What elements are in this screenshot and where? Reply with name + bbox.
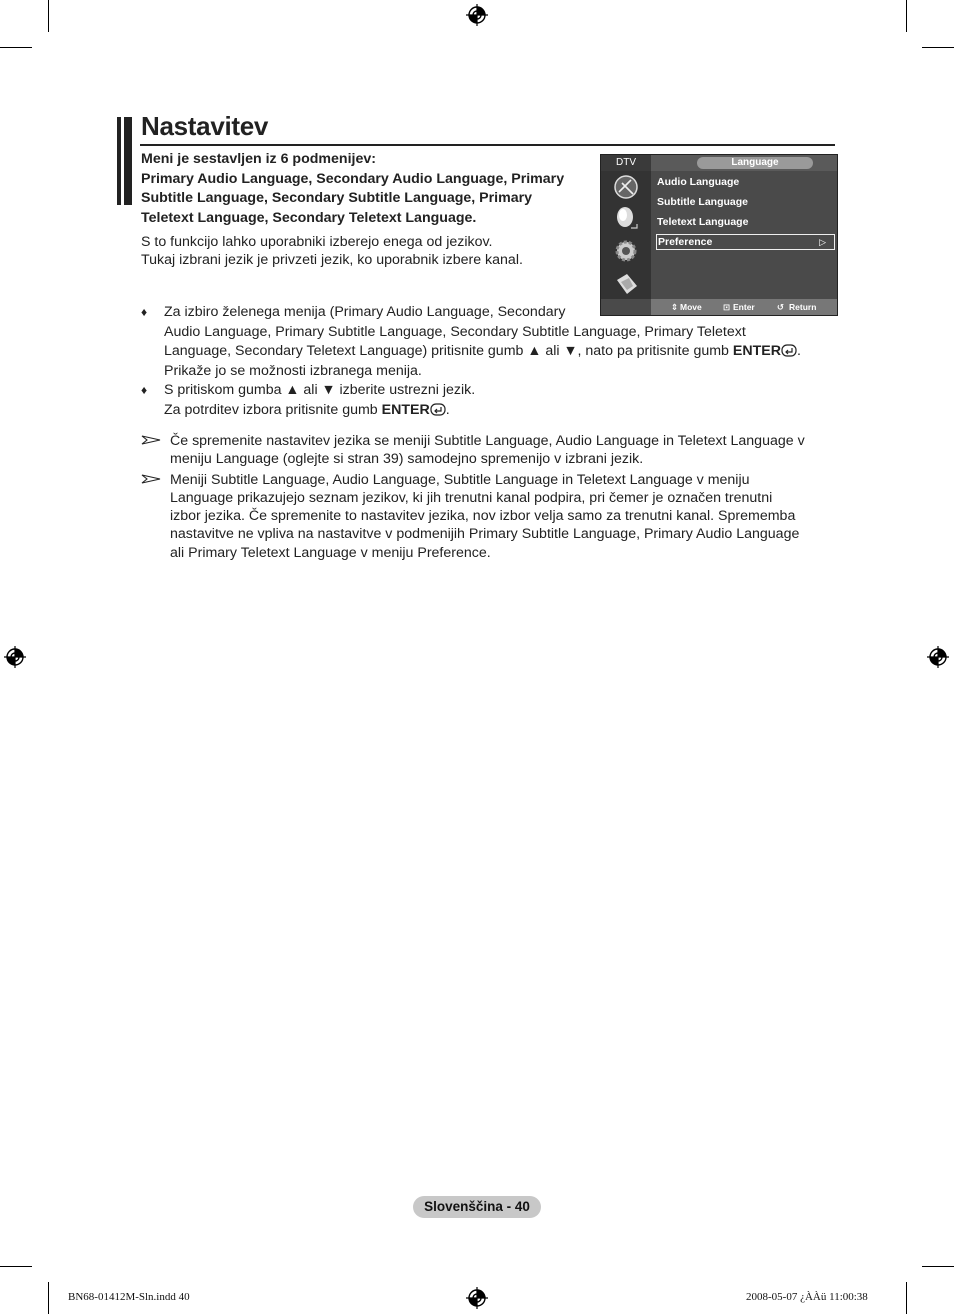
list-item-line: Za izbiro želenega menija (Primary Audio Language, Secondary <box>164 304 566 320</box>
note-item <box>141 471 841 562</box>
diamond-bullet-icon: ♦ <box>141 305 148 319</box>
up-down-arrows-icon: ⇕ <box>671 302 679 312</box>
note-line: nastavitve ne vpliva na nastavitve v podmenijih Primary Subtitle Language, Primary Audio Language <box>170 526 800 543</box>
arrow-right-icon: ▷ <box>819 237 826 247</box>
crop-mark <box>48 0 49 32</box>
intro-bold-line: Teletext Language, Secondary Teletext Language. <box>141 209 477 226</box>
osd-item-label: Preference <box>658 236 713 248</box>
list-item-text: Za potrditev izbora pritisnite gumb <box>164 401 378 418</box>
enter-icon <box>430 403 446 416</box>
osd-item-subtitle-language: Subtitle Language <box>657 196 749 208</box>
note-arrow-icon <box>141 473 161 485</box>
list-item-line <box>164 342 841 362</box>
satellite-dish-icon <box>613 174 639 200</box>
osd-item-teletext-language: Teletext Language <box>657 216 749 228</box>
intro-bold-line: Primary Audio Language, Secondary Audio Language, Primary <box>141 170 565 187</box>
diamond-bullet-icon: ♦ <box>141 383 148 397</box>
picture-icon <box>613 206 639 232</box>
crop-mark <box>906 1282 907 1314</box>
crop-mark <box>922 47 954 48</box>
note-line: meniju Language (oglejte si stran 39) samodejno spremenijo v izbrani jezik. <box>170 451 644 468</box>
title-underline <box>140 144 835 146</box>
registration-mark-icon <box>927 646 949 668</box>
intro-bold-paragraph <box>141 150 591 228</box>
osd-tab-language: Language <box>697 157 813 169</box>
crop-mark <box>922 1266 954 1267</box>
registration-mark-icon <box>4 646 26 668</box>
osd-item-preference <box>656 234 835 250</box>
list-item-line: Audio Language, Primary Subtitle Language, Secondary Subtitle Language, Primary Teletext <box>164 323 746 340</box>
tv-menu-screenshot <box>600 154 838 316</box>
crop-mark <box>0 1266 32 1267</box>
list-item-line <box>164 401 841 421</box>
page-number-badge: Slovenščina - 40 <box>413 1196 541 1218</box>
note-line: Meniji Subtitle Language, Audio Language, Subtitle Language in Teletext Language v meniju <box>170 471 750 488</box>
gear-icon <box>613 238 639 264</box>
note-line: Če spremenite nastavitev jezika se meniji Subtitle Language, Audio Language in Teletext Language v <box>170 433 805 449</box>
page-title: Nastavitev <box>141 111 269 141</box>
note-line: ali Primary Teletext Language v meniju Preference. <box>170 544 491 561</box>
intro-bold-line: Subtitle Language, Secondary Subtitle Language, Primary <box>141 190 533 206</box>
list-item <box>141 381 841 420</box>
list-item <box>141 303 841 381</box>
osd-hint-move: Move <box>680 302 702 312</box>
note-arrow-icon <box>141 434 161 446</box>
enter-icon: ⊡ <box>723 302 731 312</box>
osd-source-label: DTV <box>601 155 651 171</box>
crop-mark <box>906 0 907 32</box>
osd-hint-enter: Enter <box>733 302 755 312</box>
input-icon <box>613 270 639 296</box>
instruction-list <box>141 303 841 420</box>
intro-bold-line: Meni je sestavljen iz 6 podmenijev: <box>141 151 376 167</box>
list-item-line: Prikaže jo se možnosti izbranega menija. <box>164 362 422 379</box>
crop-mark <box>48 1282 49 1314</box>
note-item <box>141 432 841 469</box>
osd-icon-sidebar <box>601 171 651 299</box>
registration-mark-icon <box>466 1287 488 1309</box>
print-slug-file: BN68-01412M-Sln.indd 40 <box>68 1291 190 1303</box>
return-icon: ↺ <box>777 302 785 312</box>
punctuation: . <box>796 343 801 359</box>
notes-section <box>141 432 841 564</box>
print-slug-date: 2008-05-07 ¿ÀÀü 11:00:38 <box>746 1291 868 1303</box>
punctuation: . <box>445 401 450 418</box>
list-item-line: S pritiskom gumba ▲ ali ▼ izberite ustrezni jezik. <box>164 382 476 398</box>
list-item-text: Language, Secondary Teletext Language) pritisnite gumb ▲ ali ▼, nato pa pritisnite gumb <box>164 343 729 359</box>
crop-mark <box>0 47 32 48</box>
note-line: Language prikazujejo seznam jezikov, ki jih trenutni kanal podpira, pri čemer je označen trenutni <box>170 489 773 506</box>
osd-item-audio-language: Audio Language <box>657 176 740 188</box>
intro-line: Tukaj izbrani jezik je privzeti jezik, ko uporabnik izbere kanal. <box>141 251 523 268</box>
intro-line: S to funkcijo lahko uporabniki izberejo enega od jezikov. <box>141 234 493 250</box>
enter-key-label: ENTER <box>732 343 781 359</box>
enter-icon <box>781 344 797 357</box>
enter-key-label: ENTER <box>381 401 430 418</box>
registration-mark-icon <box>466 4 488 26</box>
intro-paragraph <box>141 234 591 269</box>
note-line: izbor jezika. Če spremenite to nastavitev jezika, nov izbor velja samo za trenutni kanal. Sprememba <box>170 508 796 525</box>
osd-hint-return: Return <box>789 302 817 312</box>
title-accent-bars <box>117 117 132 205</box>
